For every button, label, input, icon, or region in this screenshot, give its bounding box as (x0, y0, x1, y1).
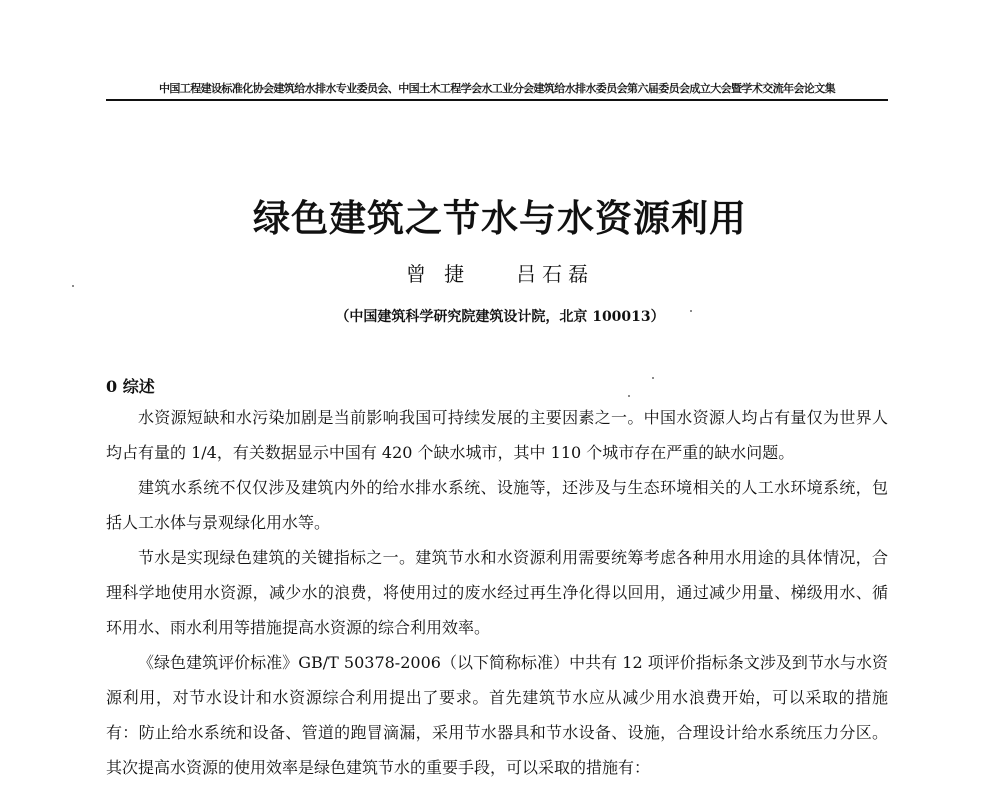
affiliation: （中国建筑科学研究院建筑设计院，北京 100013） (335, 309, 665, 325)
scan-speck (628, 395, 630, 397)
paragraph: 《绿色建筑评价标准》GB/T 50378-2006（以下简称标准）中共有 12 项评价指标条文涉及到节水与水资源利用，对节水设计和水资源综合利用提出了要求。首先建筑节水应从减少用水浪费开始，可以采取的措施有：防止给水系统和设备、管道的跑冒滴漏，采用节水器具和节水设备、设施，合理设计给水系统压力分区。其次提高水资源的使用效率是绿色建筑节水的重要手段，可以采取的措施有： (106, 653, 888, 777)
author-name: 曾 捷 (405, 262, 471, 286)
author-name: 吕石磊 (516, 262, 595, 286)
authors (0, 258, 1000, 287)
header-rule (106, 99, 888, 101)
paragraph: 水资源短缺和水污染加剧是当前影响我国可持续发展的主要因素之一。中国水资源人均占有量仅为世界人均占有量的 1/4，有关数据显示中国有 420 个缺水城市，其中 110 个城市存在严重的缺水问题。 (106, 408, 888, 462)
scan-speck (652, 377, 654, 379)
paragraph: 建筑水系统不仅仅涉及建筑内外的给水排水系统、设施等，还涉及与生态环境相关的人工水环境系统，包括人工水体与景观绿化用水等。 (106, 478, 888, 532)
scan-speck (690, 310, 692, 312)
paragraph: 节水是实现绿色建筑的关键指标之一。建筑节水和水资源利用需要统筹考虑各种用水用途的具体情况，合理科学地使用水资源，减少水的浪费，将使用过的废水经过再生净化得以回用，通过减少用量、梯级用水、循环用水、雨水利用等措施提高水资源的综合利用效率。 (106, 548, 888, 637)
running-header: 中国工程建设标准化协会建筑给水排水专业委员会、中国土木工程学会水工业分会建筑给水排水委员会第六届委员会成立大会暨学术交流年会论文集 (159, 82, 835, 95)
body-text (106, 400, 888, 785)
scan-speck (72, 285, 74, 287)
paper-title: 绿色建筑之节水与水资源利用 (253, 196, 747, 240)
section-heading: 0 综述 (106, 377, 155, 396)
